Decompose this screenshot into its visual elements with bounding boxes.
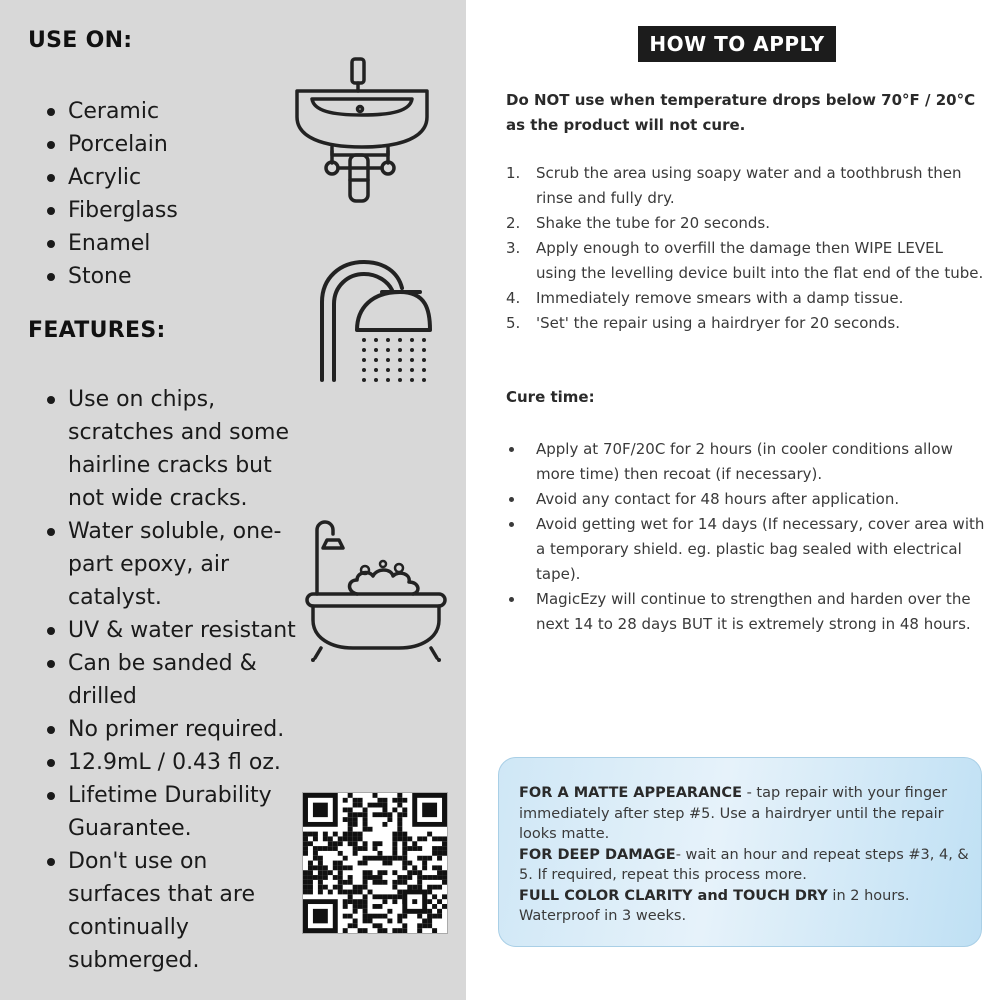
step-item — [506, 211, 986, 236]
steps-list — [506, 161, 986, 336]
feature-item: No primer required. — [44, 713, 306, 746]
feature-item: Lifetime Durability Guarantee. — [44, 779, 306, 845]
step-text: Scrub the area using soapy water and a toothbrush then rinse and fully dry. — [536, 164, 962, 207]
step-item — [506, 236, 986, 286]
feature-item: Water soluble, one-part epoxy, air catalyst. — [44, 515, 306, 614]
qr-code-icon — [302, 792, 448, 934]
feature-item: 12.9mL / 0.43 fl oz. — [44, 746, 306, 779]
shower-head-icon — [312, 258, 434, 384]
how-to-apply-title: HOW TO APPLY — [638, 26, 836, 62]
step-number: 3. — [506, 239, 521, 257]
use-on-item: Porcelain — [44, 128, 178, 161]
tips-text — [519, 783, 969, 927]
use-on-item: Acrylic — [44, 161, 178, 194]
feature-item: UV & water resistant — [44, 614, 306, 647]
cure-item: Apply at 70F/20C for 2 hours (in cooler conditions allow more time) then recoat (if necessary). — [506, 437, 986, 487]
feature-item: Use on chips, scratches and some hairline cracks but not wide cracks. — [44, 383, 306, 515]
step-item — [506, 311, 986, 336]
waterproof-text: Waterproof in 3 weeks. — [519, 908, 687, 924]
clarity-text: in 2 hours. — [827, 887, 910, 904]
use-on-item: Enamel — [44, 227, 178, 260]
step-number: 2. — [506, 214, 521, 232]
step-text: Immediately remove smears with a damp tissue. — [536, 289, 904, 307]
step-number: 1. — [506, 164, 521, 182]
deep-damage-text: - wait an hour and repeat steps #3, 4, & 5. If required, repeat this process more. — [519, 846, 969, 883]
matte-text: - tap repair with your finger immediately after step #5. Use a hairdryer until the repair looks matte. — [519, 785, 948, 842]
use-on-item: Ceramic — [44, 95, 178, 128]
temperature-warning: Do NOT use when temperature drops below 70°F / 20°C as the product will not cure. — [506, 91, 976, 134]
left-panel — [0, 0, 466, 1000]
matte-label: FOR A MATTE APPEARANCE — [519, 785, 742, 801]
features-list — [44, 383, 306, 977]
step-text: Apply enough to overfill the damage then WIPE LEVEL using the levelling device built into the flat end of the tube. — [536, 239, 984, 282]
cure-time-list — [506, 437, 986, 637]
features-heading: FEATURES: — [28, 318, 166, 343]
deep-damage-label: FOR DEEP DAMAGE — [519, 846, 676, 863]
step-item — [506, 161, 986, 211]
cure-item: MagicEzy will continue to strengthen and harden over the next 14 to 28 days BUT it is extremely strong in 48 hours. — [506, 587, 986, 637]
use-on-list — [44, 95, 178, 293]
tips-box — [498, 757, 982, 947]
right-panel — [466, 0, 1000, 1000]
feature-item: Don't use on surfaces that are continually submerged. — [44, 845, 306, 977]
clarity-label: FULL COLOR CLARITY and TOUCH DRY — [519, 887, 828, 904]
step-item — [506, 286, 986, 311]
cure-time-label: Cure time: — [506, 388, 595, 406]
sink-icon — [292, 55, 432, 207]
cure-item: Avoid any contact for 48 hours after application. — [506, 487, 986, 512]
step-text: 'Set' the repair using a hairdryer for 20 seconds. — [536, 314, 900, 332]
use-on-heading: USE ON: — [28, 28, 133, 53]
use-on-item: Stone — [44, 260, 178, 293]
step-text: Shake the tube for 20 seconds. — [536, 214, 770, 232]
bathtub-icon — [303, 520, 449, 662]
use-on-item: Fiberglass — [44, 194, 178, 227]
feature-item: Can be sanded & drilled — [44, 647, 306, 713]
cure-item: Avoid getting wet for 14 days (If necessary, cover area with a temporary shield. eg. plastic bag sealed with electrical tape). — [506, 512, 986, 587]
step-number: 5. — [506, 314, 521, 332]
step-number: 4. — [506, 289, 521, 307]
